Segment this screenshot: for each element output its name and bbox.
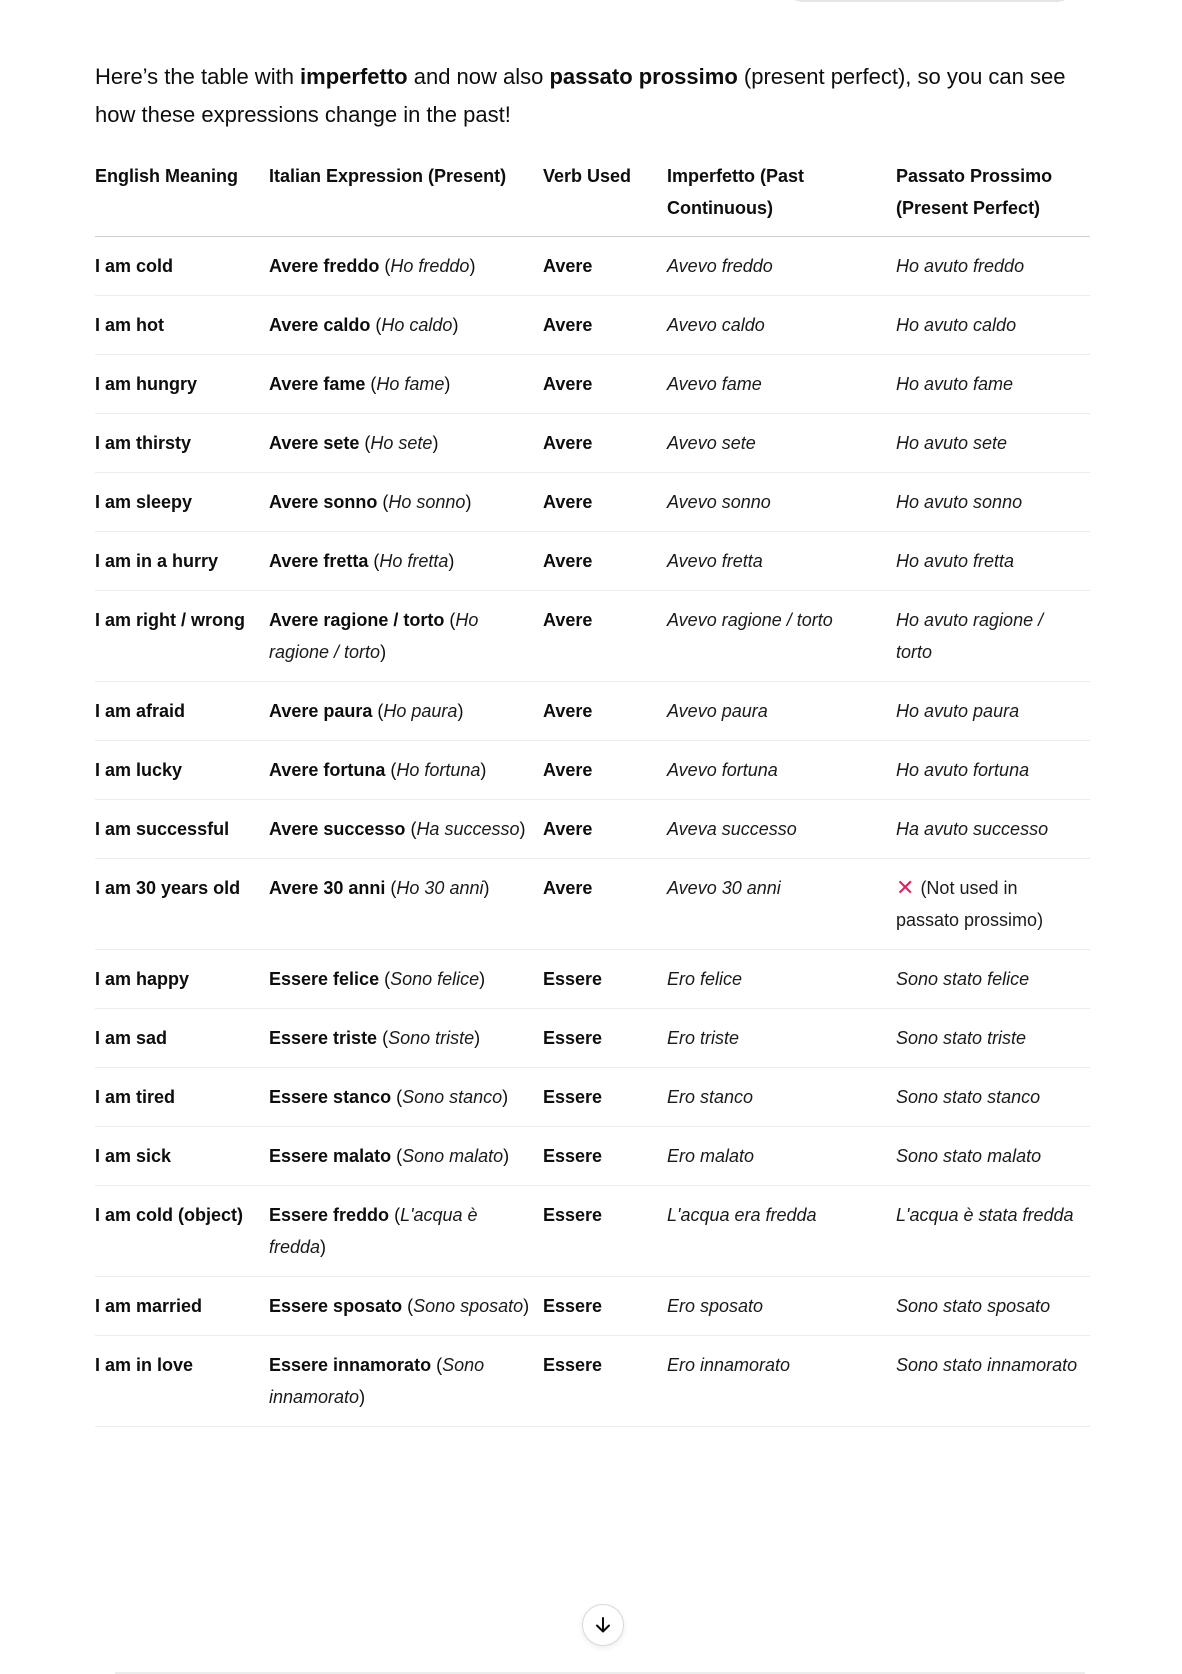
expression-text: Essere malato xyxy=(269,1146,392,1166)
cell-imperfetto: Avevo fretta xyxy=(667,532,896,591)
cell-english-meaning: I am in love xyxy=(95,1336,269,1427)
expression-example: Ho freddo xyxy=(390,256,470,276)
arrow-down-icon xyxy=(593,1615,613,1635)
cell-passato-prossimo: Ho avuto fortuna xyxy=(896,741,1090,800)
cell-english-meaning: I am afraid xyxy=(95,682,269,741)
cell-imperfetto: Ero triste xyxy=(667,1009,896,1068)
table-row xyxy=(95,532,1090,591)
passato-note-text: (Not used in passato prossimo) xyxy=(896,878,1044,930)
cell-passato-prossimo: Ho avuto fame xyxy=(896,355,1090,414)
cell-imperfetto: Avevo fortuna xyxy=(667,741,896,800)
table-header xyxy=(95,160,1090,237)
cell-english-meaning: I am thirsty xyxy=(95,414,269,473)
header-imperfetto: Imperfetto (Past Continuous) xyxy=(667,160,896,237)
cell-italian-expression: Avere sete (Ho sete) xyxy=(269,414,543,473)
cell-passato-prossimo: L'acqua è stata fredda xyxy=(896,1186,1090,1277)
cell-imperfetto: Ero sposato xyxy=(667,1277,896,1336)
cell-english-meaning: I am in a hurry xyxy=(95,532,269,591)
cell-passato-prossimo: Ho avuto caldo xyxy=(896,296,1090,355)
expression-text: Avere sonno xyxy=(269,492,378,512)
expression-text: Avere successo xyxy=(269,819,406,839)
cell-passato-prossimo xyxy=(896,859,1090,950)
cell-verb-used: Avere xyxy=(543,859,667,950)
expression-example: Sono innamorato xyxy=(269,1355,485,1407)
cell-english-meaning: I am happy xyxy=(95,950,269,1009)
cell-verb-used: Avere xyxy=(543,237,667,296)
expression-text: Essere sposato xyxy=(269,1296,403,1316)
expression-example: Sono stanco xyxy=(402,1087,503,1107)
cell-verb-used: Avere xyxy=(543,591,667,682)
table-row xyxy=(95,355,1090,414)
table-row xyxy=(95,473,1090,532)
table-row xyxy=(95,800,1090,859)
cell-italian-expression: Avere freddo (Ho freddo) xyxy=(269,237,543,296)
cell-english-meaning: I am hungry xyxy=(95,355,269,414)
expression-example: Sono felice xyxy=(390,969,480,989)
header-english-meaning: English Meaning xyxy=(95,160,269,237)
cell-passato-prossimo: Ho avuto sonno xyxy=(896,473,1090,532)
expression-example: Ha successo xyxy=(416,819,520,839)
expression-example: Ho paura xyxy=(383,701,458,721)
table-row xyxy=(95,414,1090,473)
cell-english-meaning: I am cold xyxy=(95,237,269,296)
cell-passato-prossimo: Sono stato stanco xyxy=(896,1068,1090,1127)
intro-text-1: Here’s the table with xyxy=(95,64,301,89)
cell-imperfetto: Ero malato xyxy=(667,1127,896,1186)
intro-paragraph xyxy=(95,58,1090,134)
cell-verb-used: Avere xyxy=(543,414,667,473)
expression-example: Ho sonno xyxy=(388,492,466,512)
cell-imperfetto: Ero stanco xyxy=(667,1068,896,1127)
cell-imperfetto: Avevo freddo xyxy=(667,237,896,296)
cell-passato-prossimo: Sono stato felice xyxy=(896,950,1090,1009)
cell-verb-used: Avere xyxy=(543,473,667,532)
intro-text-2: and now also xyxy=(407,64,550,89)
table-row xyxy=(95,741,1090,800)
table-row xyxy=(95,591,1090,682)
cell-verb-used: Essere xyxy=(543,950,667,1009)
scroll-to-bottom-button[interactable] xyxy=(582,1604,624,1646)
cell-english-meaning: I am sad xyxy=(95,1009,269,1068)
cell-verb-used: Essere xyxy=(543,1127,667,1186)
expression-example: Ho caldo xyxy=(381,315,453,335)
cell-italian-expression: Avere fretta (Ho fretta) xyxy=(269,532,543,591)
expression-example: Ho ragione / torto xyxy=(269,610,479,662)
cell-italian-expression: Avere caldo (Ho caldo) xyxy=(269,296,543,355)
expression-text: Avere sete xyxy=(269,433,360,453)
header-verb-used: Verb Used xyxy=(543,160,667,237)
expression-text: Avere fame xyxy=(269,374,366,394)
cell-imperfetto: Avevo sonno xyxy=(667,473,896,532)
expression-text: Avere fretta xyxy=(269,551,369,571)
intro-text-3: (present perfect), so you can see how these expressions change in the past! xyxy=(95,64,1066,127)
expression-text: Essere innamorato xyxy=(269,1355,432,1375)
cell-english-meaning: I am sleepy xyxy=(95,473,269,532)
expression-example: Sono triste xyxy=(388,1028,475,1048)
cell-imperfetto: Avevo sete xyxy=(667,414,896,473)
expression-text: Essere triste xyxy=(269,1028,378,1048)
table-body xyxy=(95,237,1090,1427)
cell-imperfetto: Avevo paura xyxy=(667,682,896,741)
cell-verb-used: Avere xyxy=(543,296,667,355)
table-row xyxy=(95,1186,1090,1277)
table-row xyxy=(95,1277,1090,1336)
cell-italian-expression: Avere 30 anni (Ho 30 anni) xyxy=(269,859,543,950)
cell-passato-prossimo: Ho avuto ragione / torto xyxy=(896,591,1090,682)
expression-example: Ho sete xyxy=(370,433,433,453)
expression-example: L'acqua è fredda xyxy=(269,1205,478,1257)
table-row xyxy=(95,950,1090,1009)
verb-table xyxy=(95,160,1090,1427)
cell-italian-expression: Essere malato (Sono malato) xyxy=(269,1127,543,1186)
expression-text: Avere fortuna xyxy=(269,760,386,780)
expression-example: Sono malato xyxy=(402,1146,504,1166)
expression-text: Avere ragione / torto xyxy=(269,610,445,630)
table-row xyxy=(95,1068,1090,1127)
cell-verb-used: Avere xyxy=(543,532,667,591)
cell-verb-used: Avere xyxy=(543,800,667,859)
intro-bold-passato-prossimo: passato prossimo xyxy=(549,64,738,89)
cell-italian-expression: Avere ragione / torto (Ho ragione / torto) xyxy=(269,591,543,682)
table-header-row xyxy=(95,160,1090,237)
intro-bold-imperfetto: imperfetto xyxy=(300,64,408,89)
table-row xyxy=(95,1127,1090,1186)
cell-passato-prossimo: Sono stato triste xyxy=(896,1009,1090,1068)
cell-italian-expression: Essere freddo (L'acqua è fredda) xyxy=(269,1186,543,1277)
cell-english-meaning: I am tired xyxy=(95,1068,269,1127)
cell-passato-prossimo: Sono stato sposato xyxy=(896,1277,1090,1336)
cell-imperfetto: Avevo caldo xyxy=(667,296,896,355)
cell-english-meaning: I am hot xyxy=(95,296,269,355)
previous-message-bubble xyxy=(785,0,1075,2)
table-row xyxy=(95,296,1090,355)
cell-imperfetto: Ero innamorato xyxy=(667,1336,896,1427)
cell-verb-used: Essere xyxy=(543,1009,667,1068)
cell-verb-used: Essere xyxy=(543,1186,667,1277)
cell-verb-used: Avere xyxy=(543,355,667,414)
cell-imperfetto: L'acqua era fredda xyxy=(667,1186,896,1277)
expression-text: Essere freddo xyxy=(269,1205,390,1225)
expression-text: Avere caldo xyxy=(269,315,371,335)
cell-passato-prossimo: Ho avuto sete xyxy=(896,414,1090,473)
cell-imperfetto: Ero felice xyxy=(667,950,896,1009)
cell-verb-used: Essere xyxy=(543,1068,667,1127)
expression-text: Essere felice xyxy=(269,969,380,989)
cell-imperfetto: Avevo ragione / torto xyxy=(667,591,896,682)
cell-passato-prossimo: Ho avuto freddo xyxy=(896,237,1090,296)
cell-english-meaning: I am cold (object) xyxy=(95,1186,269,1277)
table-row xyxy=(95,1336,1090,1427)
cell-imperfetto: Avevo fame xyxy=(667,355,896,414)
cell-verb-used: Avere xyxy=(543,741,667,800)
cell-italian-expression: Essere innamorato (Sono innamorato) xyxy=(269,1336,543,1427)
expression-text: Avere freddo xyxy=(269,256,380,276)
cell-italian-expression: Avere successo (Ha successo) xyxy=(269,800,543,859)
cell-passato-prossimo: Sono stato malato xyxy=(896,1127,1090,1186)
cell-italian-expression: Essere felice (Sono felice) xyxy=(269,950,543,1009)
expression-text: Essere stanco xyxy=(269,1087,392,1107)
cell-english-meaning: I am successful xyxy=(95,800,269,859)
expression-example: Ho fortuna xyxy=(396,760,481,780)
cell-verb-used: Avere xyxy=(543,682,667,741)
cell-english-meaning: I am 30 years old xyxy=(95,859,269,950)
cell-english-meaning: I am married xyxy=(95,1277,269,1336)
cross-mark-icon: ✕ xyxy=(896,875,915,900)
expression-text: Avere 30 anni xyxy=(269,878,386,898)
expression-example: Ho fame xyxy=(376,374,445,394)
cell-passato-prossimo: Ho avuto fretta xyxy=(896,532,1090,591)
cell-imperfetto: Aveva successo xyxy=(667,800,896,859)
cell-passato-prossimo: Ho avuto paura xyxy=(896,682,1090,741)
cell-italian-expression: Essere triste (Sono triste) xyxy=(269,1009,543,1068)
expression-text: Avere paura xyxy=(269,701,373,721)
expression-example: Ho fretta xyxy=(379,551,449,571)
cell-italian-expression: Avere fortuna (Ho fortuna) xyxy=(269,741,543,800)
assistant-message xyxy=(95,58,1090,1427)
header-passato-prossimo: Passato Prossimo (Present Perfect) xyxy=(896,160,1090,237)
expression-example: Ho 30 anni xyxy=(396,878,484,898)
expression-example: Sono sposato xyxy=(413,1296,524,1316)
cell-imperfetto: Avevo 30 anni xyxy=(667,859,896,950)
cell-english-meaning: I am sick xyxy=(95,1127,269,1186)
cell-italian-expression: Avere fame (Ho fame) xyxy=(269,355,543,414)
table-row xyxy=(95,682,1090,741)
cell-passato-prossimo: Sono stato innamorato xyxy=(896,1336,1090,1427)
table-row xyxy=(95,859,1090,950)
cell-english-meaning: I am lucky xyxy=(95,741,269,800)
cell-verb-used: Essere xyxy=(543,1277,667,1336)
cell-english-meaning: I am right / wrong xyxy=(95,591,269,682)
header-italian-expression: Italian Expression (Present) xyxy=(269,160,543,237)
cell-italian-expression: Essere stanco (Sono stanco) xyxy=(269,1068,543,1127)
cell-italian-expression: Avere paura (Ho paura) xyxy=(269,682,543,741)
table-row xyxy=(95,237,1090,296)
cell-verb-used: Essere xyxy=(543,1336,667,1427)
cell-italian-expression: Avere sonno (Ho sonno) xyxy=(269,473,543,532)
cell-italian-expression: Essere sposato (Sono sposato) xyxy=(269,1277,543,1336)
cell-passato-prossimo: Ha avuto successo xyxy=(896,800,1090,859)
table-row xyxy=(95,1009,1090,1068)
